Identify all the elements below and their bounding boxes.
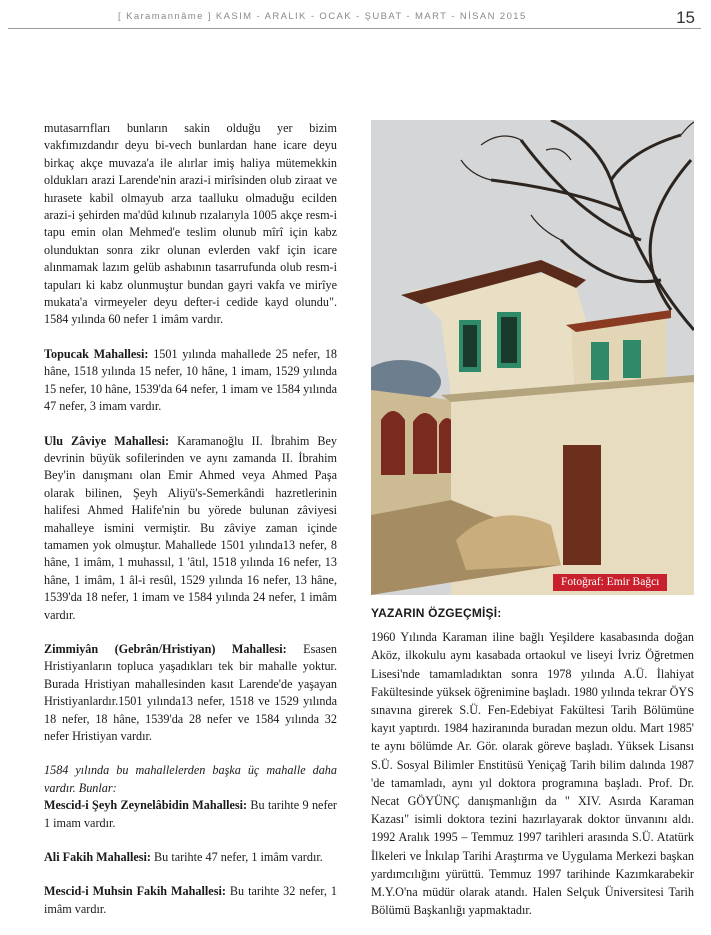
mescid-muhsin-title: Mescid-i Muhsin Fakih Mahallesi: [44, 884, 226, 899]
ali-fakih-text: Bu tarihte 47 nefer, 1 imâm vardır. [151, 850, 323, 865]
mescid-zeynelabidin-paragraph [44, 797, 337, 832]
house-illustration [371, 120, 694, 595]
bio-text: 1960 Yılında Karaman iline bağlı Yeşildere kasabasında doğan Aköz, ilkokulu aynı kasabada ortaokul ve liseyi İvriz Öğretmen Lisesi'nde tamamladıktan sonra 1978 yılında A.Ü. İlahiyat Fakültesinde yüksek öğrenimine başladı. 1980 yılında tekrar ÖYS sınavına girerek S.Ü. Fen-Edebiyat Fakültesi Tarih Bölümüne kayıt yaptırdı. 1984 haziranında buradan mezun oldu. Mart 1985' te aynı bölümde Ar. Gör. olarak göreve başladı. Yüksek Lisansı S.Ü. Sosyal Bilimler Enstitüsü Yeniçağ Tarih bilim dalında 1987 'de tamamladı, aynı yıl doktora programına başladı. Prof. Dr. Necat GÖYÜNÇ danışmanlığın da " XIV. Asırda Karaman Kazası" isimli doktora tezini hazırlayarak doktor ünvanını aldı. 1992 Aralık 1995 – Temmuz 1997 tarihleri arasında S.Ü. Atatürk İlkeleri ve İnkılap Tarihi Araştırma ve Uygulama Merkezi başkan yardımcılığını yürüttü. Temmuz 1997 tarihinde Kazımkarabekir M.Y.O'na müdür olarak atandı. Halen Selçuk Üniversitesi Tarih Bölümü Başkanlığı yapmaktadır. [371, 630, 694, 918]
page-number: 15 [676, 8, 695, 27]
intro-paragraph: mutasarrıfları bunların sakin olduğu yer bizim vakfımızdandır deyu bi-vech bunlardan hane icare deyu birkaç akçe muvaza'a ile alırlar imiş haliya mütemekkin oldukları arazi Larende'nin arazi-i mirîsinden olub ziraat ve hırasete kabil olmayub arza taalluku olmaduğu ecilden arazi-i şehirden ma'dûd kılınub rızalarıyla 1005 akçe resm-i tapu emin olan Mehmed'e teslim olunub mîrî için kabz olunduktan sonra zikr olunan evlerden vakf için icare alınmamak lazım gelüb ashabının tasarrufunda olub resm-i tapuları ki kabz olunmuştur bundan gayri vakfa ve mirîye mukata'a virmeyeler deyu defter-i cedide kayd olundu". 1584 yılında 60 nefer 1 imâm vardır. [44, 121, 337, 327]
header-rule [8, 28, 701, 29]
topucak-paragraph [44, 346, 337, 416]
topucak-title: Topucak Mahallesi: [44, 346, 149, 361]
mescid-zeynelabidin-title: Mescid-i Şeyh Zeynelâbidin Mahallesi: [44, 798, 248, 813]
right-column [371, 604, 694, 919]
running-header: [ Karamannâme ] KASIM - ARALIK - OCAK - ŞUBAT - MART - NİSAN 2015 [118, 11, 527, 22]
zimmiyan-text: Esasen Hristiyanların topluca yaşadıkları tek bir mahalle yoktur. Burada Hristiyan mahallesinden kasıt Larende'de yaşayan Hristiyanlardır.1501 yılında13 nefer, 1518 ve 1529 yılında 18 nefer, 18 hâne, 1539'da 28 nefer ve 1584 yılında 32 nefer Hristiyan vardır. [44, 641, 337, 743]
zimmiyan-paragraph [44, 641, 337, 745]
door [563, 445, 601, 565]
photo-credit: Fotoğraf: Emir Bağcı [553, 574, 667, 591]
topucak-text: 1501 yılında mahallede 25 nefer, 18 hâne, 1518 yılında 15 nefer, 10 hâne, 1 imam, 1529 yılında 15 nefer, 10 hâne, 1539'da 64 nefer, 1 imam ve 1584 yılında 47 nefer, 3 imam vardır. [44, 346, 338, 414]
bio-title: YAZARIN ÖZGEÇMİŞİ: [371, 606, 502, 620]
zimmiyan-title: Zimmiyân (Gebrân/Hristiyan) Mahallesi: [44, 641, 287, 656]
mescid-muhsin-paragraph [44, 883, 337, 918]
ulu-zaviye-text: Karamanoğlu II. İbrahim Bey devrinin büyük sofilerinden ve aynı zamanda II. İbrahim Bey'in danışmanı olan Emir Ahmed veya Ahmed Paşa olarak bilinen, Şeyh Aliyü's-Semerkândi hazretlerinin halifesi Ahmed Halife'nin bu yörede bulunan zâviyesi mahalleye ismini vermiştir. Bu zâviye zaman içinde tamamen yok olmuştur. Mahallede 1501 yılında13 nefer, 8 hâne, 1 imâm, 1 muhassıl, 1 'âtıl, 1518 yılında 16 nefer, 13 hâne, 1 imâm, 1 âl-i resûl, 1529 yılında 16 nefer, 13 hâne, 1539'da 18 nefer, 1 imam ve 1584 yılında 24 nefer, 1 imâm vardır. [44, 433, 337, 622]
ali-fakih-title: Ali Fakih Mahallesi: [44, 850, 151, 865]
house-photo [371, 120, 694, 595]
ulu-zaviye-title: Ulu Zâviye Mahallesi: [44, 433, 170, 448]
ulu-zaviye-paragraph [44, 433, 337, 624]
mescid-zeynelabidin-text: Bu tarihte 9 nefer 1 imam vardır. [44, 798, 337, 830]
left-column [44, 120, 337, 935]
mescid-muhsin-text: Bu tarihte 32 nefer, 1 imâm vardır. [44, 884, 337, 916]
ali-fakih-paragraph [44, 849, 337, 866]
italic-note: 1584 yılında bu mahallelerden başka üç mahalle daha vardır. Bunlar: [44, 763, 337, 795]
